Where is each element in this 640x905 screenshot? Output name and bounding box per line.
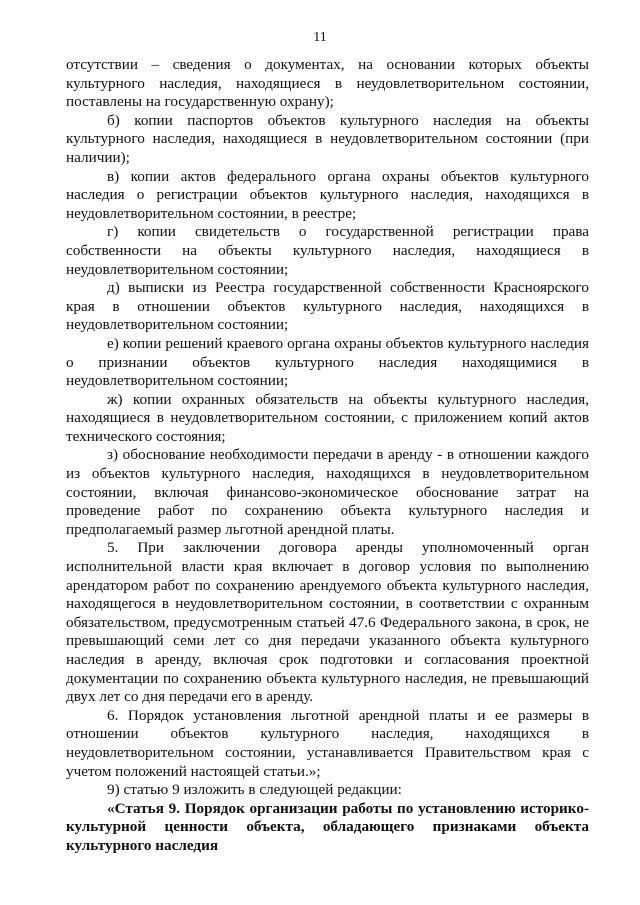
paragraph-continuation: отсутствии – сведения о документах, на основании которых объекты культурного наследия, находящиеся в неудовлетворительном состоянии, поставлены на государственную охрану); xyxy=(66,56,589,111)
paragraph-item-v: в) копии актов федерального органа охраны объектов культурного наследия о регистрации объектов культурного наследия, находящихся в неудовлетворительном состоянии, в реестре; xyxy=(66,167,589,222)
paragraph-item-b: б) копии паспортов объектов культурного наследия на объекты культурного наследия, находящиеся в неудовлетворительном состоянии (при наличии); xyxy=(66,111,589,166)
paragraph-item-d: д) выписки из Реестра государственной собственности Красноярского края в отношении объектов культурного наследия, находящихся в неудовлетворительном состоянии; xyxy=(66,279,589,334)
paragraph-item-z: з) обоснование необходимости передачи в аренду - в отношении каждого из объектов культурного наследия, находящихся в неудовлетворительном состоянии, включая финансово-экономическое обоснование затрат на проведение работ по сохранению объекта культурного наследия и предполагаемый размер льготной арендной платы. xyxy=(66,446,589,538)
paragraph-clause-6: 6. Порядок установления льготной арендной платы и ее размеры в отношении объектов культурного наследия, находящихся в неудовлетворительном состоянии, устанавливается Правительством края с учетом положений настоящей статьи.»; xyxy=(66,706,589,780)
paragraph-amendment-9: 9) статью 9 изложить в следующей редакции: xyxy=(107,781,402,799)
paragraph-item-zh: ж) копии охранных обязательств на объекты культурного наследия, находящиеся в неудовлетворительном состоянии, с приложением копий актов технического состояния; xyxy=(66,390,589,445)
document-body xyxy=(66,56,589,856)
paragraph-item-e: е) копии решений краевого органа охраны объектов культурного наследия о признании объектов культурного наследия находящимися в неудовлетворительном состоянии; xyxy=(66,334,589,390)
page-number: 11 xyxy=(313,30,327,45)
article-9-heading: «Статья 9. Порядок организации работы по установлению историко-культурной ценности объекта, обладающего признаками объекта культурного наследия xyxy=(66,799,589,854)
paragraph-item-g: г) копии свидетельств о государственной регистрации права собственности на объекты культурного наследия, находящиеся в неудовлетворительном состоянии; xyxy=(66,223,589,278)
paragraph-clause-5: 5. При заключении договора аренды уполномоченный орган исполнительной власти края включает в договор условия по выполнению арендатором работ по сохранению арендуемого объекта культурного наследия, находящегося в неудовлетворительном состоянии, в соответствии с охранным обязательством, предусмотренным статьей 47.6 Федерального закона, в срок, не превышающий семи лет со дня передачи указанного объекта культурного наследия в аренду, включая срок подготовки и согласования проектной документации по сохранению объекта культурного наследия, не превышающий двух лет со дня передачи его в аренду. xyxy=(66,539,589,706)
